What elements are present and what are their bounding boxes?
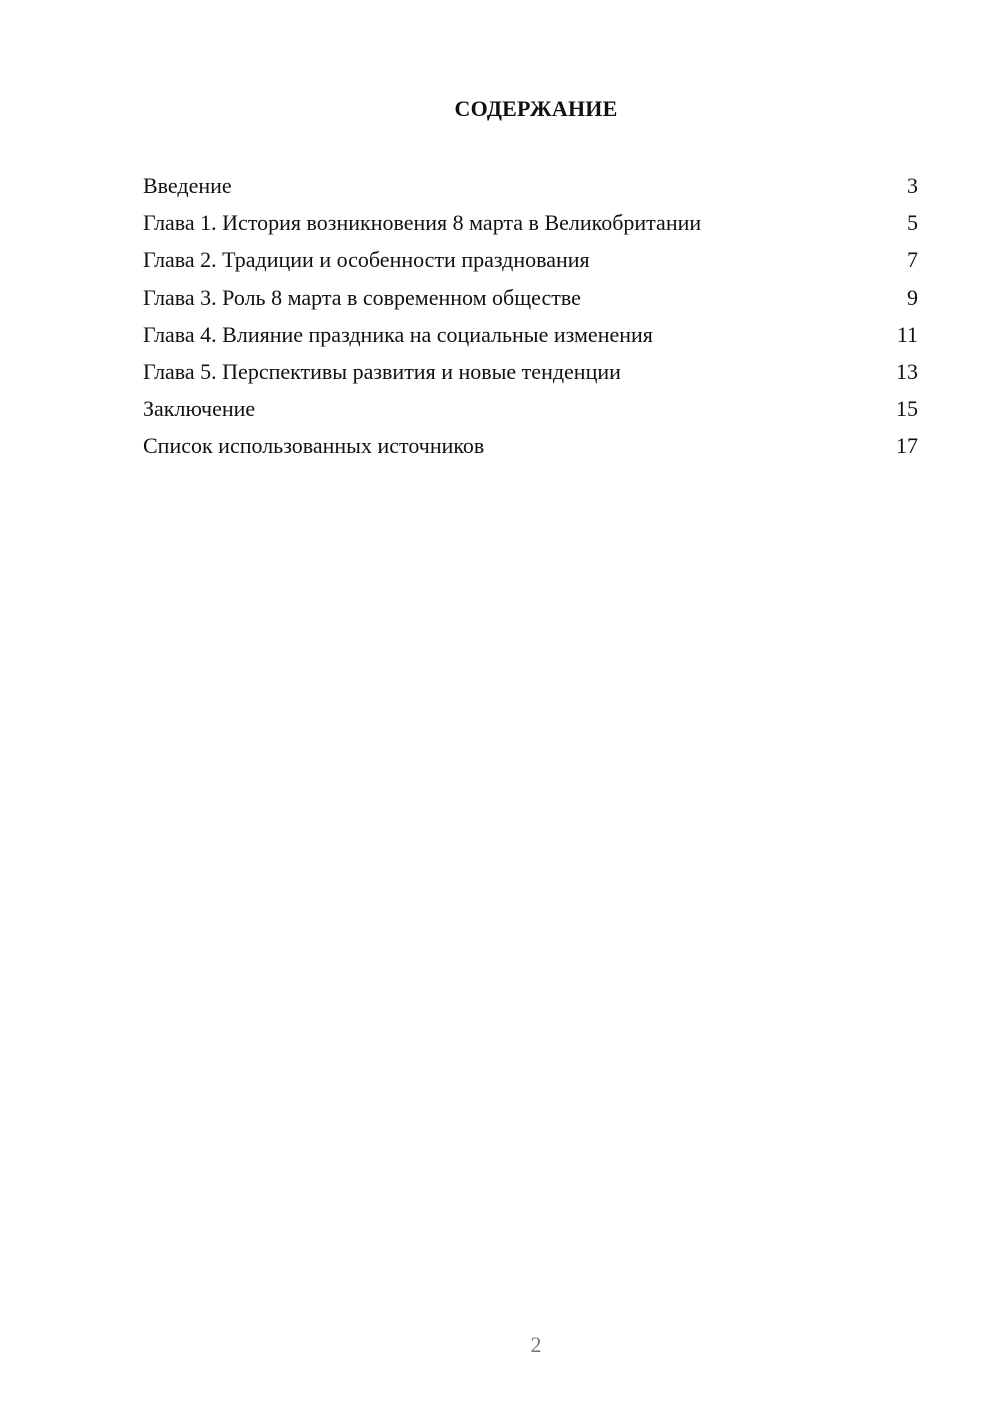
toc-entry-chapter-5 [143,353,918,390]
toc-entry-chapter-4 [143,316,918,353]
toc-entry-page: 15 [896,396,918,422]
toc-entry-label: Список использованных источников [143,433,485,459]
table-of-contents [143,167,918,465]
toc-entry-chapter-1 [143,204,918,241]
toc-entry-label: Глава 3. Роль 8 марта в современном обществе [143,284,581,310]
toc-entry-label: Глава 5. Перспективы развития и новые тенденции [143,358,621,384]
toc-entry-label: Глава 4. Влияние праздника на социальные изменения [143,321,653,347]
toc-entry-page: 5 [907,210,918,236]
toc-heading: СОДЕРЖАНИЕ [454,96,618,121]
toc-entry-page: 3 [907,173,918,198]
toc-entry-chapter-3 [143,279,918,316]
toc-entry-page: 11 [896,321,918,347]
toc-entry-page: 9 [907,284,918,310]
page-number: 2 [530,1332,542,1357]
toc-entry-page: 17 [896,433,918,459]
toc-entry-page: 7 [907,247,918,273]
toc-entry-page: 13 [896,358,918,384]
toc-entry-label: Глава 2. Традиции и особенности празднования [143,247,590,273]
toc-entry-chapter-2 [143,241,918,278]
toc-entry-conclusion [143,390,918,427]
toc-entry-introduction [143,167,918,204]
toc-entry-label: Глава 1. История возникновения 8 марта в Великобритании [143,210,702,236]
toc-entry-references [143,427,918,464]
toc-entry-label: Введение [143,173,232,198]
toc-entry-label: Заключение [143,396,256,422]
